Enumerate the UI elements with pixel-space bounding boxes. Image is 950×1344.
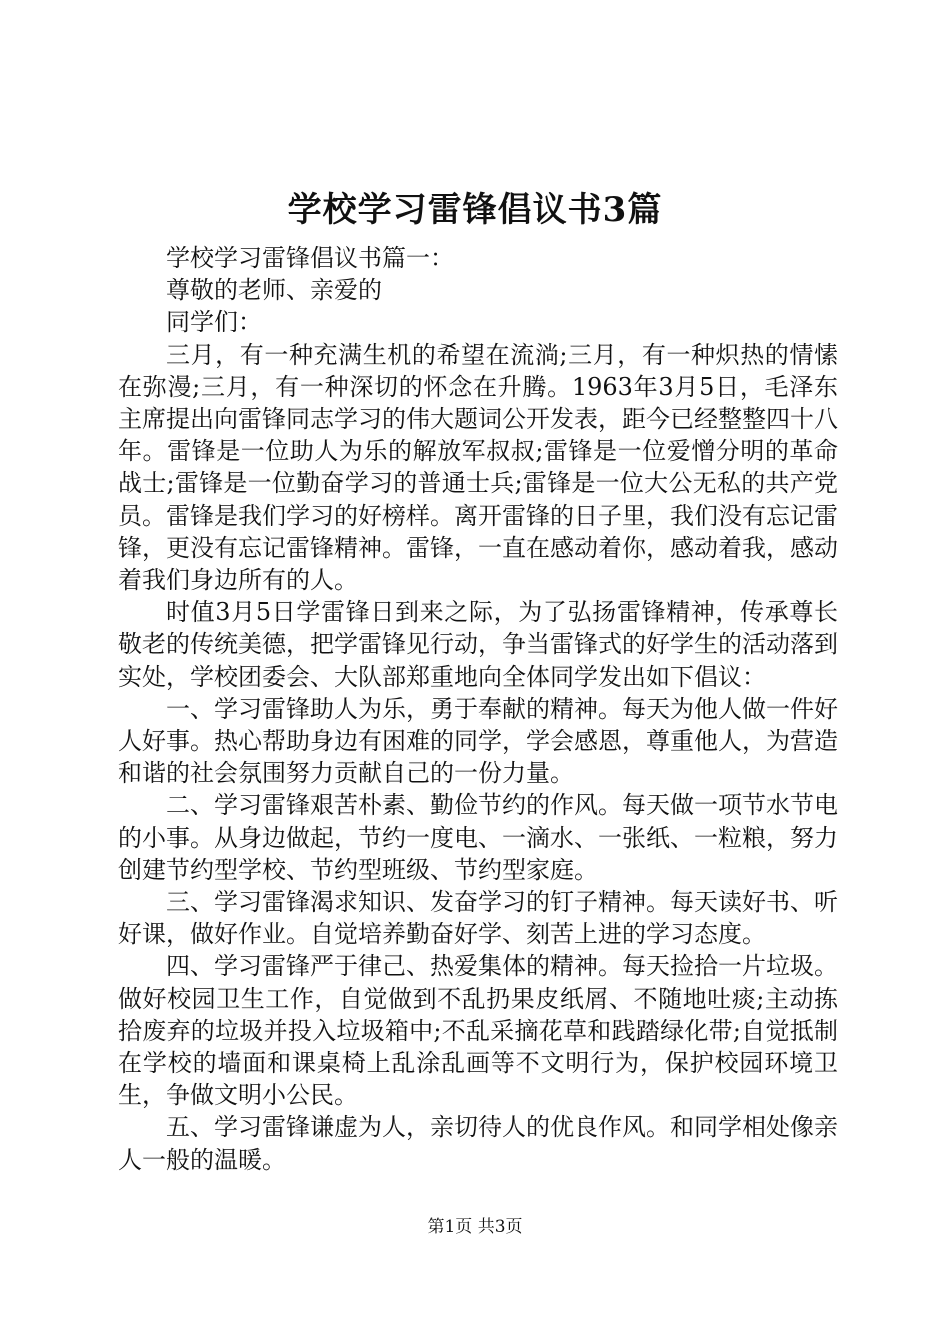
document-title: 学校学习雷锋倡议书3篇 bbox=[287, 190, 663, 230]
proposal-item-1: 一、学习雷锋助人为乐，勇于奉献的精神。每天为他人做一件好人好事。热心帮助身边有困难的同学，学会感恩，尊重他人，为营造和谐的社会氛围努力贡献自己的一份力量。 bbox=[118, 694, 838, 788]
proposal-item-3: 三、学习雷锋渴求知识、发奋学习的钉子精神。每天读好书、听好课，做好作业。自觉培养勤奋好学、刻苦上进的学习态度。 bbox=[118, 888, 838, 949]
paragraph-occasion: 时值3月5日学雷锋日到来之际，为了弘扬雷锋精神，传承尊长敬老的传统美德，把学雷锋见行动，争当雷锋式的好学生的活动落到实处，学校团委会、大队部郑重地向全体同学发出如下倡议： bbox=[118, 598, 838, 691]
proposal-item-2: 二、学习雷锋艰苦朴素、勤俭节约的作风。每天做一项节水节电的小事。从身边做起，节约一度电、一滴水、一张纸、一粒粮，努力创建节约型学校、节约型班级、节约型家庭。 bbox=[118, 791, 838, 884]
salutation-line-2: 同学们： bbox=[166, 308, 262, 337]
document-body bbox=[118, 242, 838, 1176]
proposal-item-4: 四、学习雷锋严于律己、热爱集体的精神。每天捡拾一片垃圾。做好校园卫生工作，自觉做到不乱扔果皮纸屑、不随地吐痰;主动拣拾废弃的垃圾并投入垃圾箱中;不乱采摘花草和践踏绿化带;自觉抵制在学校的墙面和课桌椅上乱涂乱画等不文明行为，保护校园环境卫生，争做文明小公民。 bbox=[118, 952, 838, 1110]
section-heading: 学校学习雷锋倡议书篇一： bbox=[166, 244, 454, 272]
proposal-item-5: 五、学习雷锋谦虚为人，亲切待人的优良作风。和同学相处像亲人一般的温暖。 bbox=[118, 1113, 838, 1174]
page-indicator: 第1页 共3页 bbox=[427, 1217, 523, 1237]
salutation-line-1: 尊敬的老师、亲爱的 bbox=[166, 276, 382, 305]
paragraph-intro: 三月，有一种充满生机的希望在流淌;三月，有一种炽热的情愫在弥漫;三月，有一种深切的怀念在升腾。1963年3月5日，毛泽东主席提出向雷锋同志学习的伟大题词公开发表，距今已经整整四十八年。雷锋是一位助人为乐的解放军叔叔;雷锋是一位爱憎分明的革命战士;雷锋是一位勤奋学习的普通士兵;雷锋是一位大公无私的共产党员。雷锋是我们学习的好榜样。离开雷锋的日子里，我们没有忘记雷锋，更没有忘记雷锋精神。雷锋，一直在感动着你，感动着我，感动着我们身边所有的人。 bbox=[118, 340, 838, 595]
